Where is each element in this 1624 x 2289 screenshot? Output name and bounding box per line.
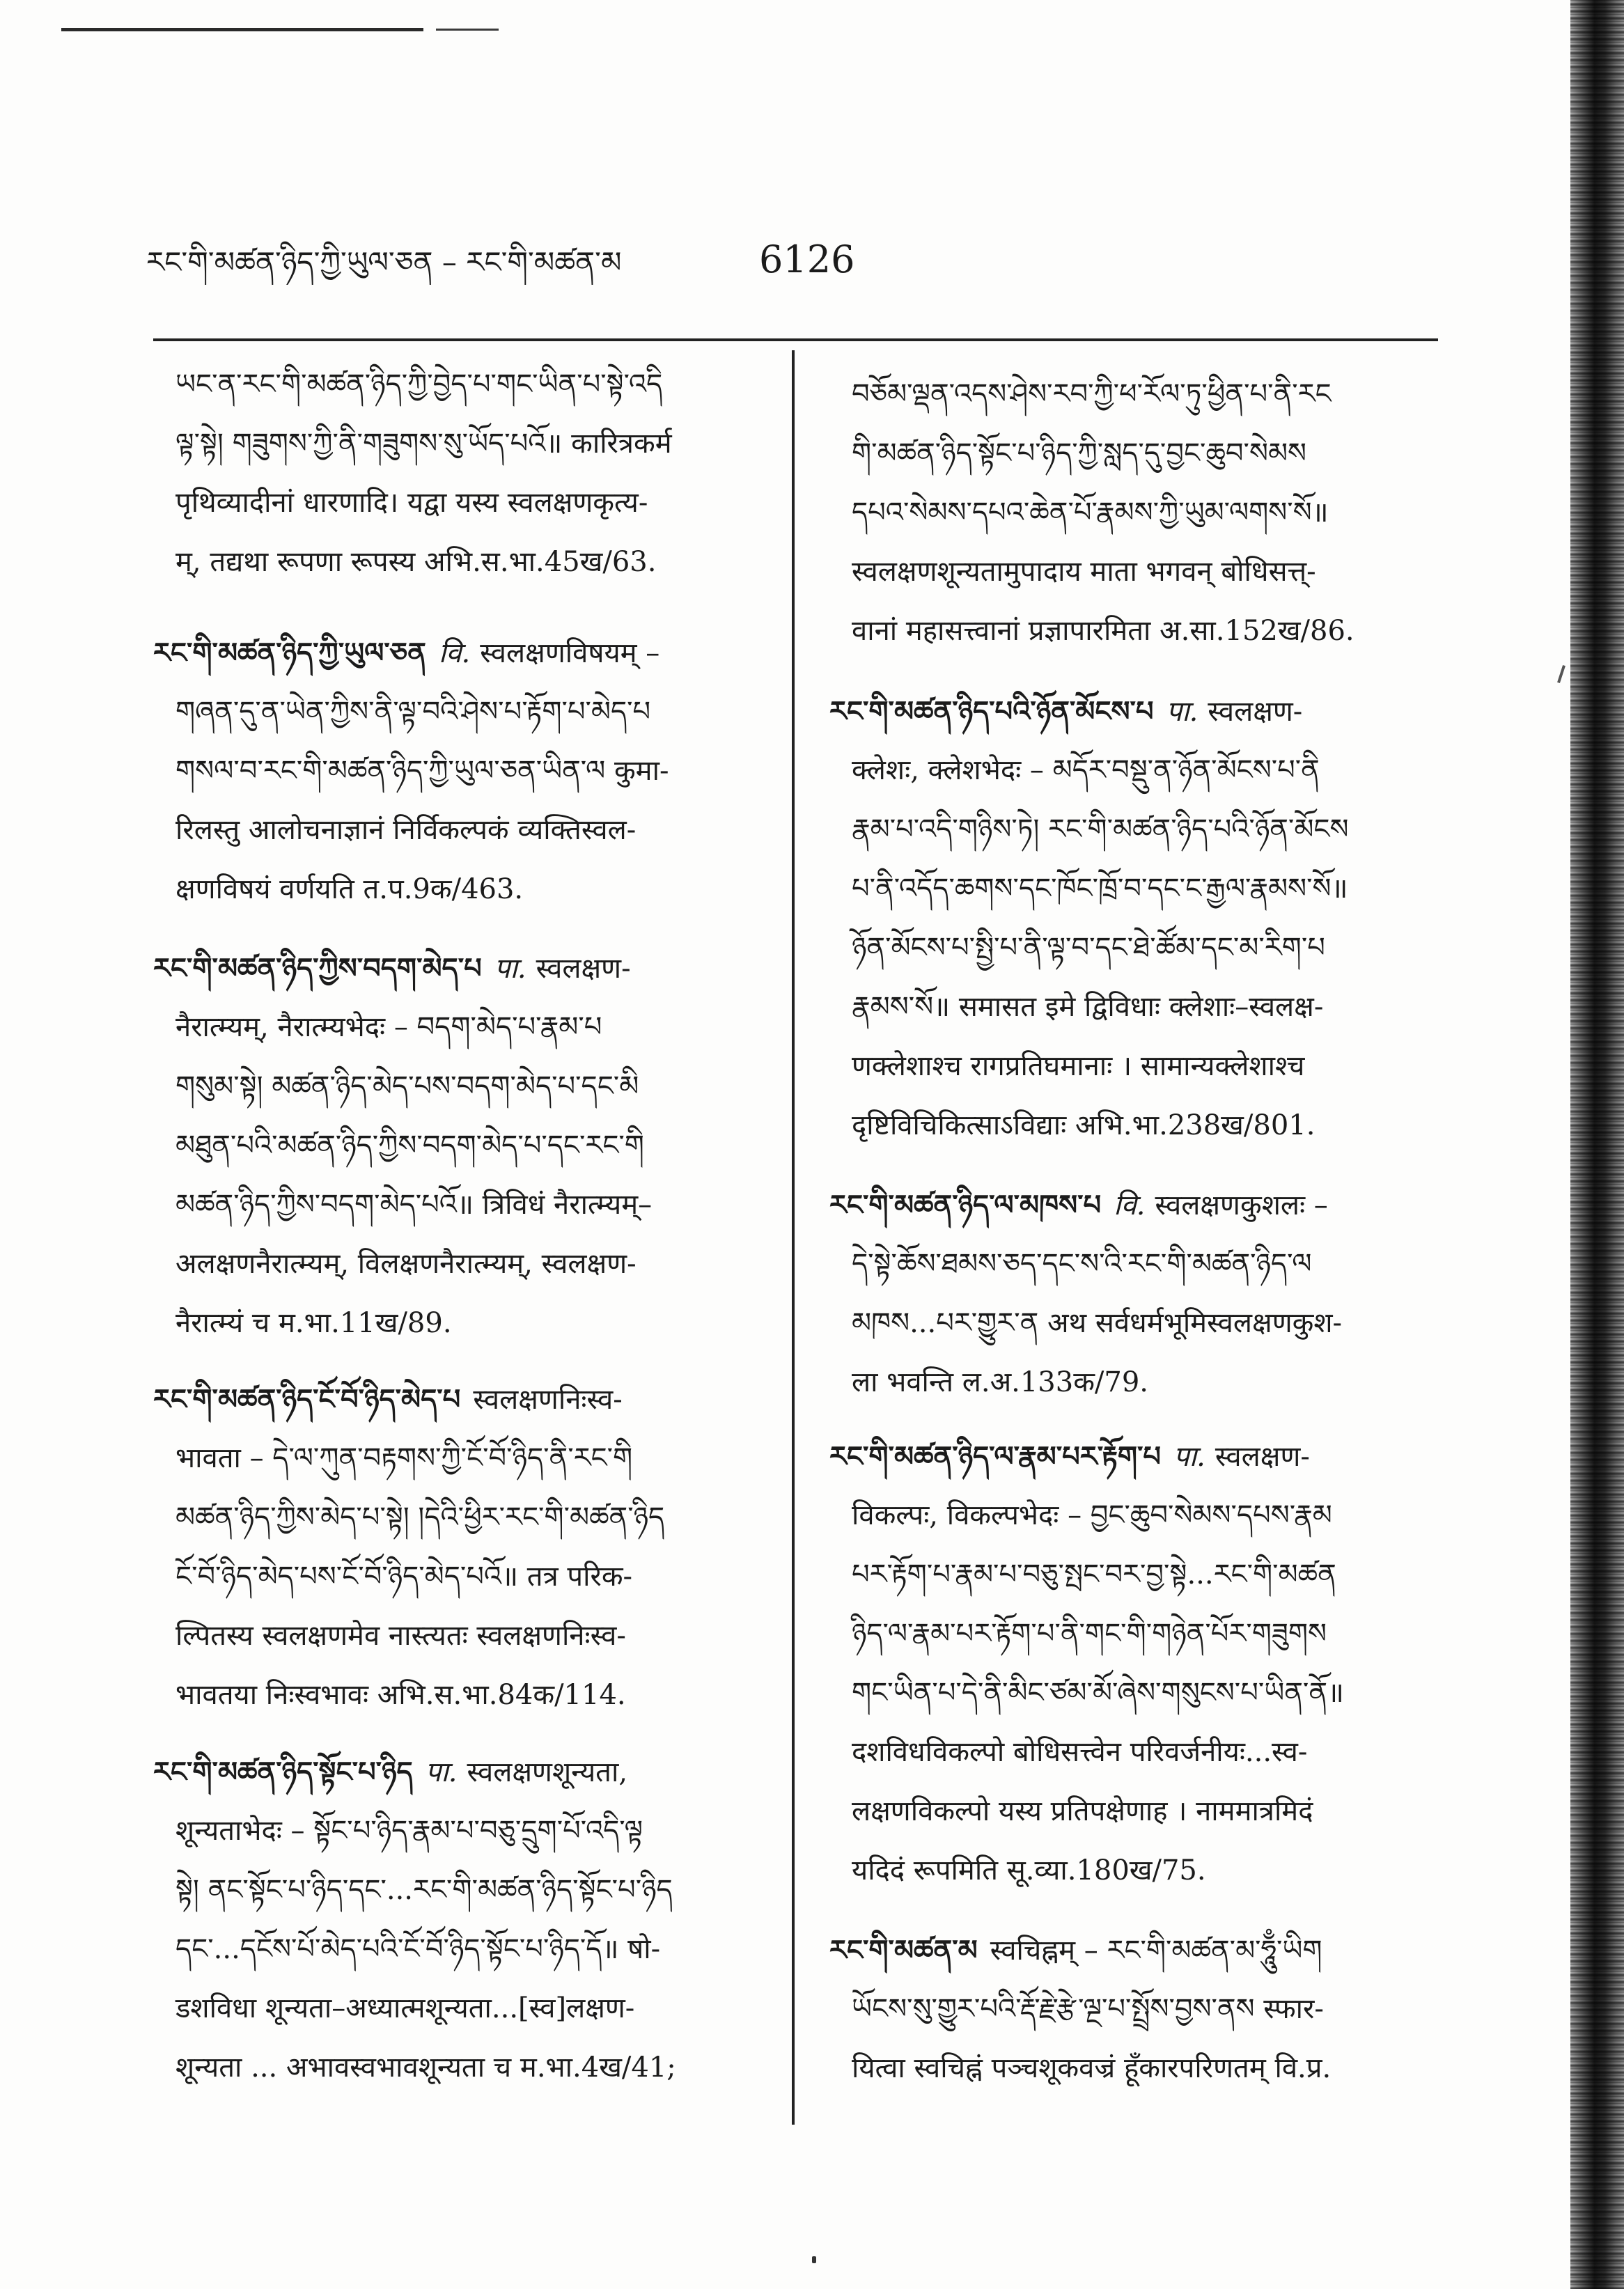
entry-line: པ་ནི་འདོད་ཆགས་དང་ཁོང་ཁྲོ་བ་དང་ང་རྒྱལ་རྣམས་སོ॥ (852, 873, 1348, 905)
entry-line: མཚན་ཉིད་ཀྱིས་མེད་པ་སྟེ། །དེའི་ཕྱིར་རང་གི་མཚན་ཉིད (175, 1501, 665, 1533)
entry-line: अलक्षणनैरात्म्यम्, विलक्षणनैरात्म्यम्, स्वलक्षण- (175, 1248, 637, 1280)
left-entry-continued (153, 355, 781, 592)
headword: རང་གི་མཚན་ཉིད་ལ་རྣམ་པར་རྟོག་པ (829, 1440, 1162, 1473)
headword: རང་གི་མཚན་ཉིད་ཀྱིས་བདག་མེད་པ (153, 952, 482, 985)
dictionary-entry (153, 939, 781, 1353)
gloss: स्वलक्षणकुशलः – (1155, 1189, 1328, 1221)
entry-line: दशविधविकल्पो बोधिसत्त्वेन परिवर्जनीयः...स्व- (852, 1736, 1308, 1768)
scan-speck (812, 2256, 816, 2263)
grammar-label: पा. (425, 1756, 458, 1788)
dictionary-entry (153, 1742, 781, 2097)
entry-line: སྟེ། ནང་སྟོང་པ་ཉིད་དང་...རང་གི་མཚན་ཉིད་སྟོང་པ་ཉིད (175, 1874, 673, 1906)
entry-line: क्षणविषयं वर्णयति त.प.9क/463. (175, 873, 524, 905)
entry-line: གི་མཚན་ཉིད་སྟོང་པ་ཉིད་ཀྱི་སླད་དུ་བྱང་ཆུབ་སེམས (852, 437, 1307, 469)
entry-line: ཉིད་ལ་རྣམ་པར་རྟོག་པ་ནི་གང་གི་གཉེན་པོར་གཟུགས (852, 1618, 1327, 1650)
right-entry-continued (829, 365, 1446, 661)
dictionary-entry (153, 623, 781, 919)
entry-head-line (153, 623, 781, 682)
page-number: 6126 (759, 237, 855, 281)
entry-line: णक्लेशाश्च रागप्रतिघमानाः । सामान्यक्लेशाश्च (852, 1050, 1305, 1082)
grammar-label: पा. (1166, 696, 1199, 728)
entry-line: ངོ་བོ་ཉིད་མེད་པས་ངོ་བོ་ཉིད་མེད་པའོ॥ तत्र परिक- (175, 1561, 633, 1593)
entry-line: विकल्पः, विकल्पभेदः – བྱང་ཆུབ་སེམས་དཔས་རྣམ (852, 1499, 1332, 1531)
entry-head-line (153, 1742, 781, 1802)
entry-line: भावतया निःस्वभावः अभि.स.भा.84क/114. (175, 1679, 626, 1711)
grammar-label: वि. (438, 637, 471, 669)
entry-line: लक्षणविकल्पो यस्य प्रतिपक्षेणाह । नाममात्रमिदं (852, 1795, 1313, 1827)
entry-line: नैरात्म्यम्, नैरात्म्यभेदः – བདག་མེད་པ་རྣམ་པ (175, 1011, 602, 1043)
headword: རང་གི་མཚན་ཉིད་ལ་མཁས་པ (829, 1189, 1102, 1221)
gloss: स्वलक्षण- (1215, 1441, 1310, 1473)
grammar-label: पा. (1173, 1441, 1205, 1473)
entry-line: भावता – དེ་ལ་ཀུན་བརྟགས་ཀྱི་ངོ་བོ་ཉིད་ནི་རང་གི (175, 1442, 633, 1474)
entry-line: རྣམས་སོ॥ समासत इमे द्विविधाः क्लेशाः–स्वलक्ष- (852, 991, 1324, 1023)
entry-line: མཚན་ཉིད་ཀྱིས་བདག་མེད་པའོ॥ त्रिविधं नैरात्म्यम्– (175, 1189, 653, 1221)
entry-line: ལྟ་སྟེ། གཟུགས་ཀྱི་ནི་གཟུགས་སུ་ཡོད་པའོ॥ कारित्रकर्म (175, 428, 672, 460)
entry-line: नैरात्म्यं च म.भा.11ख/89. (175, 1307, 452, 1339)
entry-head-line (829, 682, 1446, 741)
entry-line: ल्पितस्य स्वलक्षणमेव नास्त्यतः स्वलक्षणनिःस्व- (175, 1620, 626, 1652)
grammar-label: पा. (494, 953, 526, 985)
entry-line: གསུམ་སྟེ། མཚན་ཉིད་མེད་པས་བདག་མེད་པ་དང་མི (175, 1070, 639, 1102)
entry-head-line (153, 1370, 781, 1429)
gloss: स्वलक्षणशून्यता, (467, 1756, 628, 1788)
entry-head-line (829, 1921, 1446, 1980)
headword: རང་གི་མཚན་ཉིད་སྟོང་པ་ཉིད (153, 1756, 413, 1788)
header-rule (153, 338, 1438, 341)
entry-head-line (829, 1427, 1446, 1486)
dictionary-entry (829, 1921, 1446, 2098)
entry-line: རྣམ་པ་འདི་གཉིས་ཏེ། རང་གི་མཚན་ཉིད་པའི་ཉོན་མོངས (852, 813, 1349, 845)
top-rule-short (436, 29, 499, 31)
entry-line: གསལ་བ་རང་གི་མཚན་ཉིད་ཀྱི་ཡུལ་ཅན་ཡིན་ལ कुमा- (175, 755, 669, 787)
grammar-label: वि. (1114, 1189, 1146, 1221)
binding-shadow (1570, 0, 1624, 2289)
headword: རང་གི་མཚན་ཉིད་པའི་ཉོན་མོངས་པ (829, 695, 1154, 728)
top-rule (61, 28, 423, 31)
gloss: स्वचिह्नम् – རང་གི་མཚན་མ་ཧཱུྃ་ཡིག (990, 1935, 1322, 1967)
entry-line: ཡང་ན་རང་གི་མཚན་ཉིད་ཀྱི་བྱེད་པ་གང་ཡིན་པ་སྟེ་འདི (175, 368, 663, 400)
headword: རང་གི་མཚན་ཉིད་ཀྱི་ཡུལ་ཅན (153, 636, 426, 669)
running-head: རང་གི་མཚན་ཉིད་ཀྱི་ཡུལ་ཅན – རང་གི་མཚན་མ (146, 245, 622, 279)
entry-line: གཞན་དུ་ན་ཡེན་ཀྱིས་ནི་ལྟ་བའི་ཤེས་པ་རྟོག་པ་མེད་པ (175, 696, 651, 728)
entry-line: स्वलक्षणशून्यतामुपादाय माता भगवन् बोधिसत्त्- (852, 556, 1316, 588)
dictionary-entry (153, 1370, 781, 1725)
entry-line: वानां महासत्त्वानां प्रज्ञापारमिता अ.सा.152ख/86. (852, 615, 1354, 647)
entry-line: पृथिव्यादीनां धारणादि। यद्वा यस्य स्वलक्षणकृत्य- (175, 487, 648, 519)
dictionary-entry (829, 1427, 1446, 1900)
entry-line: यदिदं रूपमिति सू.व्या.180ख/75. (852, 1854, 1206, 1886)
entry-line: दृष्टिविचिकित्साऽविद्याः अभि.भा.238ख/801. (852, 1109, 1315, 1141)
entry-line: म्, तद्यथा रूपणा रूपस्य अभि.स.भा.45ख/63. (175, 546, 657, 578)
entry-line: रिलस्तु आलोचनाज्ञानं निर्विकल्पकं व्यक्तिस्वल- (175, 814, 637, 846)
gloss: स्वलक्षणनिःस्व- (473, 1384, 623, 1416)
headword: རང་གི་མཚན་ཉིད་ངོ་བོ་ཉིད་མེད་པ (153, 1383, 461, 1416)
dictionary-entry (829, 1175, 1446, 1412)
entry-line: པར་རྟོག་པ་རྣམ་པ་བཅུ་སྤང་བར་བྱ་སྟེ...རང་གི་མཚན (852, 1558, 1336, 1591)
scan-speck (1557, 665, 1566, 683)
entry-line: མཁས...པར་གྱུར་ན अथ सर्वधर्मभूमिस्वलक्षणकुश- (852, 1307, 1343, 1339)
entry-line: ཡོངས་སུ་གྱུར་པའི་རྡོ་རྗེ་རྩེ་ལྔ་པ་སྤྲོས་བྱས་ནས स्फार- (852, 1993, 1324, 2025)
entry-head-line (153, 939, 781, 998)
entry-line: डशविधा शून्यता–अध्यात्मशून्यता...[स्व]लक्षण- (175, 1992, 635, 2024)
column-divider (792, 350, 795, 2125)
entry-line: བཅོམ་ལྡན་འདས་ཤེས་རབ་ཀྱི་ཕ་རོལ་ཏུ་ཕྱིན་པ་ནི་རང (852, 378, 1332, 410)
entry-line: ला भवन्ति ल.अ.133क/79. (852, 1366, 1149, 1398)
headword: རང་གི་མཚན་མ (829, 1934, 978, 1967)
entry-line: དེ་སྟེ་ཆོས་ཐམས་ཅད་དང་ས་འི་རང་གི་མཚན་ཉིད་ལ (852, 1248, 1312, 1280)
entry-line: क्लेशः, क्लेशभेदः – མདོར་བསྡུ་ན་ཉོན་མོངས་པ་ནི (852, 754, 1320, 786)
entry-line: शून्यताभेदः – སྟོང་པ་ཉིད་རྣམ་པ་བཅུ་དྲུག་པོ་འདི་ལྟ (175, 1815, 643, 1847)
entry-line: शून्यता ... अभावस्वभावशून्यता च म.भा.4ख/41; (175, 2052, 676, 2084)
entry-line: यित्वा स्वचिह्नं पञ्चशूकवज्रं हूँकारपरिणतम् वि.प्र. (852, 2052, 1332, 2084)
entry-line: ཉོན་མོངས་པ་སྤྱི་པ་ནི་ལྟ་བ་དང་ཐེ་ཚོམ་དང་མ་རིག་པ (852, 932, 1325, 964)
gloss: स्वलक्षण- (536, 953, 631, 985)
dictionary-entry (829, 682, 1446, 1155)
entry-line: དཔའ་སེམས་དཔའ་ཆེན་པོ་རྣམས་ཀྱི་ཡུམ་ལགས་སོ॥ (852, 497, 1329, 529)
entry-line: དང་...དངོས་པོ་མེད་པའི་ངོ་བོ་ཉིད་སྟོང་པ་ཉིད་དོ॥ षो- (175, 1933, 661, 1965)
entry-head-line (829, 1175, 1446, 1235)
entry-line: མཐུན་པའི་མཚན་ཉིད་ཀྱིས་བདག་མེད་པ་དང་རང་གི (175, 1130, 644, 1162)
entry-line: གང་ཡིན་པ་དེ་ནི་མིང་ཙམ་མོ་ཞེས་གསུངས་པ་ཡིན་ནོ॥ (852, 1677, 1344, 1709)
gloss: स्वलक्षणविषयम् – (480, 637, 660, 669)
gloss: स्वलक्षण- (1208, 696, 1303, 728)
